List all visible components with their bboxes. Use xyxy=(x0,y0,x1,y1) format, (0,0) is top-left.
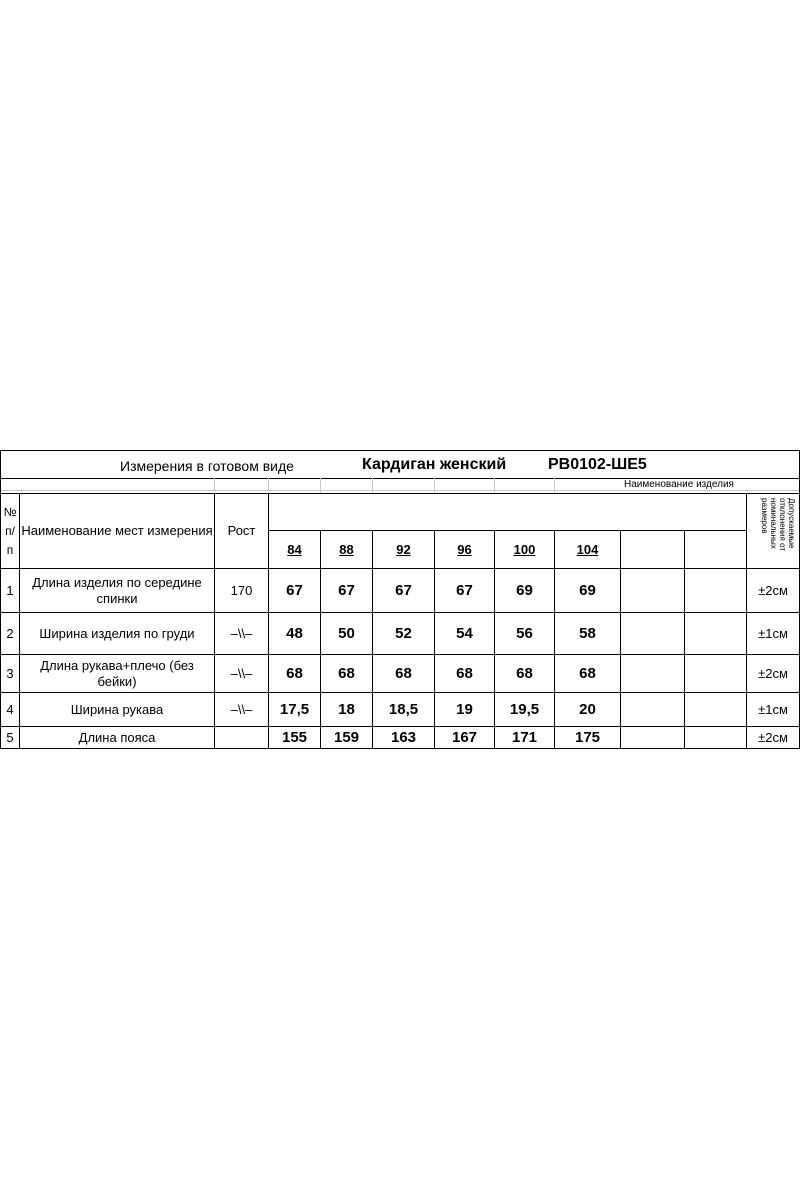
size-header: 88 xyxy=(339,541,354,557)
table-border-bottom xyxy=(0,748,800,749)
row-height: –\\– xyxy=(230,625,253,641)
row-value: 68 xyxy=(395,664,412,682)
row-name: Длина пояса xyxy=(78,729,156,745)
product-code: РВ0102-ШЕ5 xyxy=(548,456,647,474)
row-value: 56 xyxy=(516,624,533,642)
row-value: 155 xyxy=(281,728,308,746)
row-height: –\\– xyxy=(230,701,253,717)
grid-line xyxy=(684,530,685,748)
row-height: 170 xyxy=(230,582,253,598)
row-number: 5 xyxy=(6,729,14,745)
row-value: 67 xyxy=(395,581,412,599)
row-value: 67 xyxy=(286,581,303,599)
row-value: 69 xyxy=(516,581,533,599)
grid-line xyxy=(620,530,621,748)
grid-line xyxy=(372,478,373,493)
row-tolerance: ±1см xyxy=(758,625,788,641)
row-height xyxy=(215,727,268,748)
size-header: 92 xyxy=(396,541,411,557)
row-value: 68 xyxy=(286,664,303,682)
row-tolerance: ±2см xyxy=(758,729,788,745)
row-value: 50 xyxy=(338,624,355,642)
row-value: 159 xyxy=(333,728,360,746)
row-value: 48 xyxy=(286,624,303,642)
row-value: 167 xyxy=(451,728,478,746)
row-name: Длина рукава+плечо (без бейки) xyxy=(40,657,194,689)
row-value: 19 xyxy=(456,700,473,718)
product-name-label: Наименование изделия xyxy=(624,479,734,490)
size-header: 100 xyxy=(513,541,536,557)
grid-line xyxy=(494,478,495,493)
size-header: 104 xyxy=(576,541,599,557)
row-value: 69 xyxy=(579,581,596,599)
row-tolerance: ±1см xyxy=(758,701,788,717)
grid-line xyxy=(268,478,269,493)
table-border-top xyxy=(0,450,800,451)
row-value: 68 xyxy=(338,664,355,682)
col-header-height: Рост xyxy=(227,523,256,539)
row-value: 68 xyxy=(579,664,596,682)
row-name: Длина изделия по середине спинки xyxy=(32,574,202,606)
row-value: 18 xyxy=(338,700,355,718)
row-value: 54 xyxy=(456,624,473,642)
size-header: 96 xyxy=(457,541,472,557)
row-tolerance: ±2см xyxy=(758,582,788,598)
row-name: Ширина изделия по груди xyxy=(39,625,195,641)
row-number: 2 xyxy=(6,625,14,641)
col-header-tolerance: Допускаемые отклонения от номинальных размеров xyxy=(760,498,796,551)
row-value: 58 xyxy=(579,624,596,642)
row-value: 67 xyxy=(338,581,355,599)
row-tolerance: ±2см xyxy=(758,665,788,681)
grid-line xyxy=(554,478,555,493)
measure-title: Измерения в готовом виде xyxy=(120,457,294,474)
grid-line xyxy=(434,478,435,493)
row-height: –\\– xyxy=(230,665,253,681)
col-header-number: № п/ п xyxy=(3,504,17,557)
row-number: 3 xyxy=(6,665,14,681)
row-value: 17,5 xyxy=(279,700,310,718)
grid-line xyxy=(320,478,321,493)
row-number: 4 xyxy=(6,701,14,717)
row-name: Ширина рукава xyxy=(70,701,164,717)
size-chart-table xyxy=(0,450,800,750)
row-value: 20 xyxy=(579,700,596,718)
row-value: 171 xyxy=(511,728,538,746)
size-header: 84 xyxy=(287,541,302,557)
row-value: 68 xyxy=(456,664,473,682)
row-number: 1 xyxy=(6,582,14,598)
row-value: 18,5 xyxy=(388,700,419,718)
product-title: Кардиган женский xyxy=(362,456,507,474)
row-value: 52 xyxy=(395,624,412,642)
row-value: 68 xyxy=(516,664,533,682)
row-value: 163 xyxy=(390,728,417,746)
row-value: 19,5 xyxy=(509,700,540,718)
grid-line xyxy=(214,478,215,493)
col-header-name: Наименование мест измерения xyxy=(21,523,213,539)
row-value: 175 xyxy=(574,728,601,746)
row-value: 67 xyxy=(456,581,473,599)
